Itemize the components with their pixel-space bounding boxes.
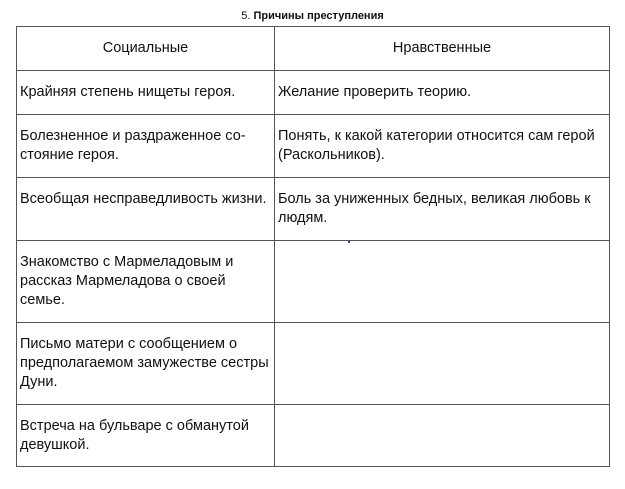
- cell-moral: [275, 241, 610, 323]
- cell-text: Желание проверить теорию.: [278, 84, 472, 100]
- cell-text: [278, 405, 606, 417]
- cell-social: [17, 115, 275, 178]
- cell-moral: [275, 323, 610, 405]
- cell-social: [17, 241, 275, 323]
- cell-social: [17, 405, 275, 467]
- cell-text: Понять, к какой категории относится сам герой (Раскольников).: [278, 128, 595, 163]
- causes-table: [16, 26, 610, 467]
- cell-text: Крайняя степень нищеты героя.: [20, 84, 236, 100]
- table-row: [17, 71, 610, 115]
- cell-moral: [275, 115, 610, 178]
- cell-text: Письмо матери с сообщением о предполагаемом замужестве сестры Дуни.: [20, 336, 269, 390]
- stray-dot: [348, 241, 350, 243]
- table-row: [17, 405, 610, 467]
- cell-text: Боль за униженных бедных, великая любовь к людям.: [278, 191, 591, 226]
- cell-text: Болезненное и раздраженное со-стояние героя.: [20, 128, 246, 163]
- header-social: Социальные: [17, 27, 275, 71]
- cell-moral: [275, 405, 610, 467]
- document-title: [0, 9, 625, 23]
- table-header-row: [17, 27, 610, 71]
- cell-social: [17, 323, 275, 405]
- table-row: [17, 178, 610, 241]
- cell-moral: [275, 178, 610, 241]
- table-row: [17, 241, 610, 323]
- cell-text: [278, 241, 606, 253]
- cell-social: [17, 71, 275, 115]
- cell-text: Встреча на бульваре с обманутой девушкой.: [20, 418, 249, 453]
- header-moral: Нравственные: [275, 27, 610, 71]
- table-row: [17, 323, 610, 405]
- section-number: 5.: [241, 10, 251, 22]
- cell-text: Всеобщая несправедливость жизни.: [20, 191, 267, 207]
- cell-text: Знакомство с Мармеладовым и рассказ Мармеладова о своей семье.: [20, 254, 234, 308]
- table-row: [17, 115, 610, 178]
- section-heading: Причины преступления: [253, 10, 384, 22]
- cell-text: [278, 323, 606, 335]
- cell-moral: [275, 71, 610, 115]
- cell-social: [17, 178, 275, 241]
